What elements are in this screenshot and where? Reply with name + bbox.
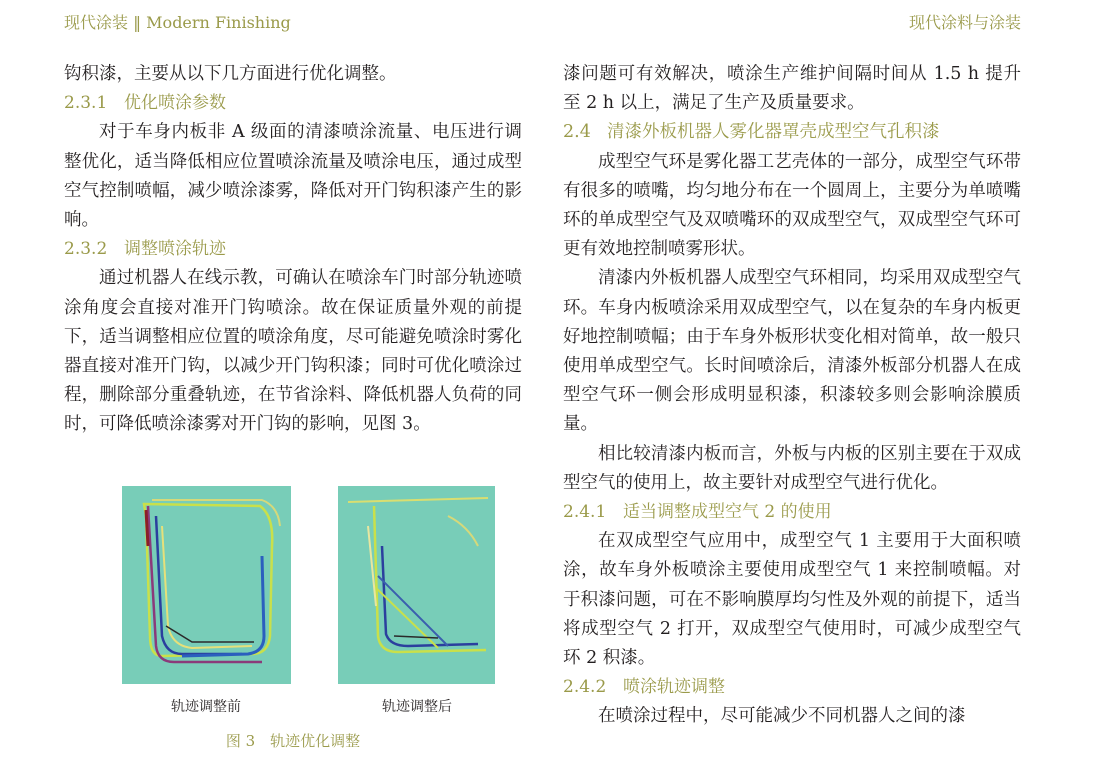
trajectory-before-image [122, 486, 291, 684]
section-title: 清漆外板机器人雾化器罩壳成型空气孔积漆 [607, 122, 940, 143]
paragraph-trajectory-adjust: 在喷涂过程中，尽可能减少不同机器人之间的漆 [598, 706, 966, 727]
section-heading-2-4 [563, 118, 1021, 147]
paragraph-comparison: 相比较清漆内板而言，外板与内板的区别主要在于双成型空气的使用上，故主要针对成型空气进行优化。 [563, 443, 1021, 493]
paragraph-shaping-air-2: 在双成型空气应用中，成型空气 1 主要用于大面积喷涂，故车身外板喷涂主要使用成型空气 1 来控制喷幅。对于积漆问题，可在不影响膜厚均匀性及外观的前提下，适当将成型空气 2 打开，双成型空气使用时，可减少成型空气环 2 积漆。 [563, 531, 1021, 669]
figure-title: 图 3 轨迹优化调整 [225, 732, 361, 750]
trajectory-after-image [338, 486, 495, 684]
section-number: 2.3.1 [64, 93, 108, 114]
paragraph-spray-params: 对于车身内板非 A 级面的清漆喷涂流量、电压进行调整优化，适当降低相应位置喷涂流量及喷涂电压，通过成型空气控制喷幅，减少喷涂漆雾，降低对开门钩积漆产生的影响。 [64, 122, 522, 231]
paragraph-air-ring: 成型空气环是雾化器工艺壳体的一部分，成型空气环带有很多的喷嘴，均匀地分布在一个圆周上，主要分为单喷嘴环的单成型空气及双喷嘴环的双成型空气，双成型空气环可更有效地控制喷雾形状。 [563, 151, 1021, 260]
section-title: 优化喷涂参数 [124, 93, 226, 114]
section-number: 2.4.2 [563, 677, 607, 698]
figure-caption-before: 轨迹调整前 [171, 699, 241, 715]
figure-caption-after: 轨迹调整后 [382, 699, 452, 715]
running-header-left: 现代涂装 ‖ Modern Finishing [64, 13, 291, 32]
paragraph-inner-outer: 清漆内外板机器人成型空气环相同，均采用双成型空气环。车身内板喷涂采用双成型空气，以在复杂的车身内板更好地控制喷幅；由于车身外板形状变化相对简单，故一般只使用单成型空气。长时间喷涂后，清漆外板部分机器人在成型空气环一侧会形成明显积漆，积漆较多则会影响涂膜质量。 [563, 268, 1021, 435]
section-heading-2-4-2 [563, 673, 1021, 702]
right-column [563, 60, 1021, 732]
section-title: 喷涂轨迹调整 [623, 677, 725, 698]
section-title: 调整喷涂轨迹 [124, 239, 226, 260]
left-column [64, 60, 522, 440]
paragraph-continued: 漆问题可有效解决，喷涂生产维护间隔时间从 1.5 h 提升至 2 h 以上，满足了生产及质量要求。 [563, 64, 1021, 114]
section-heading-2-4-1 [563, 498, 1021, 527]
section-number: 2.4 [563, 122, 591, 143]
section-heading-2-3-2 [64, 235, 522, 264]
section-title: 适当调整成型空气 2 的使用 [623, 502, 832, 523]
section-number: 2.4.1 [563, 502, 607, 523]
running-header-right: 现代涂料与涂装 [908, 13, 1021, 32]
paragraph-intro: 钩积漆，主要从以下几方面进行优化调整。 [64, 64, 397, 84]
section-heading-2-3-1 [64, 89, 522, 118]
section-number: 2.3.2 [64, 239, 108, 260]
paragraph-trajectory: 通过机器人在线示教，可确认在喷涂车门时部分轨迹喷涂角度会直接对准开门钩喷涂。故在保证质量外观的前提下，适当调整相应位置的喷涂角度，尽可能避免喷涂时雾化器直接对准开门钩，以减少开门钩积漆；同时可优化喷涂过程，删除部分重叠轨迹，在节省涂料、降低机器人负荷的同时，可降低喷涂漆雾对开门钩的影响，见图 3。 [64, 268, 522, 435]
figure-panel-after [338, 486, 495, 684]
figure-panel-before [122, 486, 291, 684]
